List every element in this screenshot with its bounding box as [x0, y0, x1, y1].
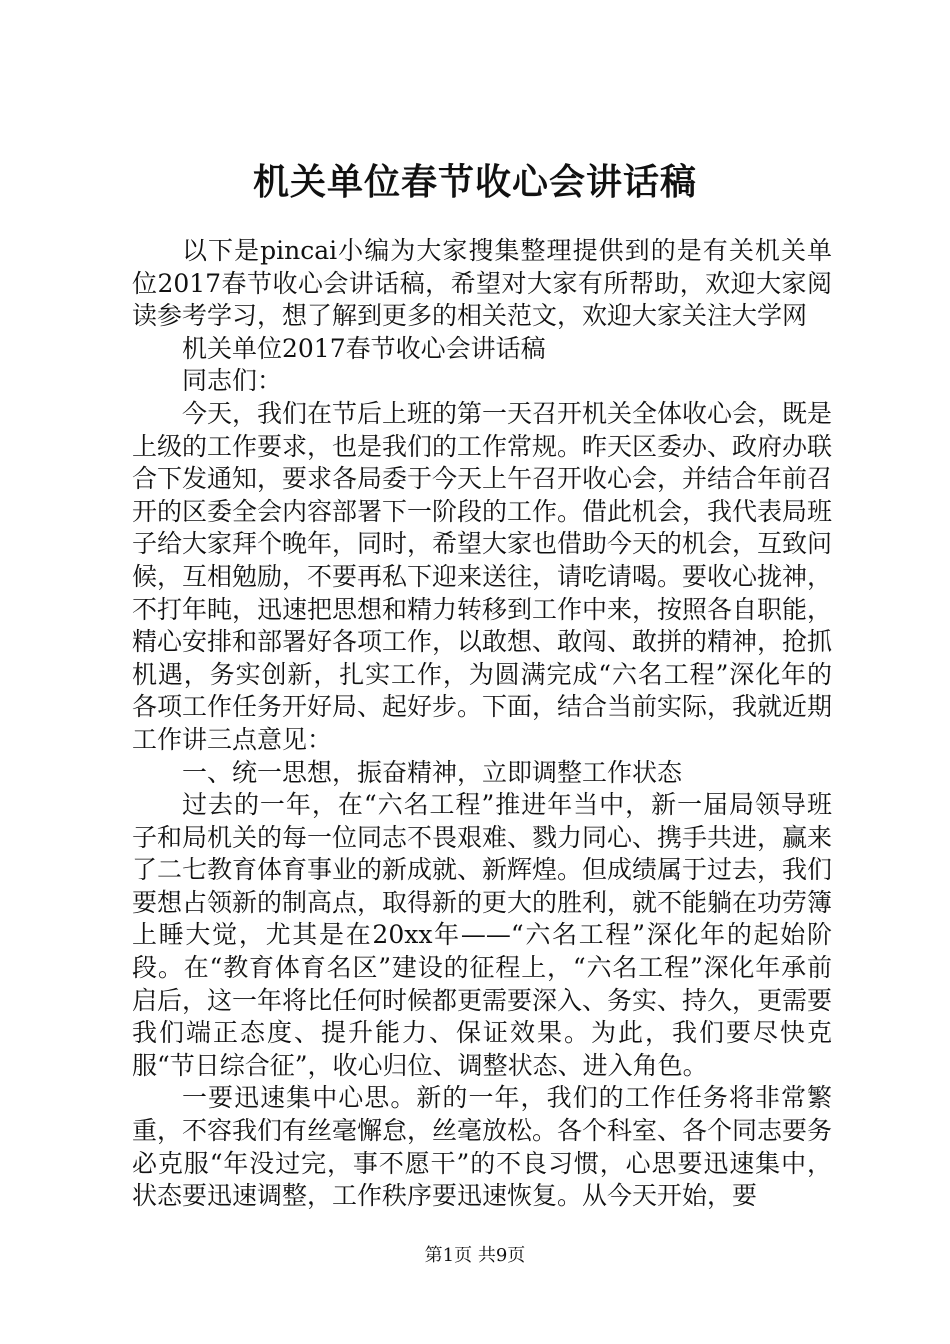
paragraph-intro: 以下是pincai小编为大家搜集整理提供到的是有关机关单位2017春节收心会讲话稿，希望对大家有所帮助，欢迎大家阅读参考学习，想了解到更多的相关范文，欢迎大家关注大学网	[132, 236, 832, 331]
page-title: 机关单位春节收心会讲话稿	[252, 161, 697, 203]
section-heading-1: 一、统一思想，振奋精神，立即调整工作状态	[182, 757, 683, 787]
paragraph-review: 过去的一年，在“六名工程”推进年当中，新一届局领导班子和局机关的每一位同志不畏艰难、戮力同心、携手共进，赢来了二七教育体育事业的新成就、新辉煌。但成绩属于过去，我们要想占领新的制高点，取得新的更大的胜利，就不能躺在功劳簿上睡大觉，尤其是在20xx年——“六名工程”深化年的起始阶段。在“教育体育名区”建设的征程上，“六名工程”深化年承前启后，这一年将比任何时候都更需要深入、务实、持久，更需要我们端正态度、提升能力、保证效果。为此，我们要尽快克服“节日综合征”，收心归位、调整状态、进入角色。	[132, 790, 833, 1080]
paragraph-salutation: 同志们：	[182, 366, 283, 396]
paragraph-point-1: 一要迅速集中心思。新的一年，我们的工作任务将非常繁重，不容我们有丝毫懈怠，丝毫放松。各个科室、各个同志要务必克服“年没过完，事不愿干”的不良习惯，心思要迅速集中，状态要迅速调整，工作秩序要迅速恢复。从今天开始，要	[132, 1083, 833, 1211]
paragraph-subtitle: 机关单位2017春节收心会讲话稿	[182, 333, 546, 363]
page-footer: 第1页 共9页	[424, 1245, 526, 1266]
paragraph-opening: 今天，我们在节后上班的第一天召开机关全体收心会，既是上级的工作要求，也是我们的工作常规。昨天区委办、政府办联合下发通知，要求各局委于今天上午召开收心会，并结合年前召开的区委全会内容部署下一阶段的工作。借此机会，我代表局班子给大家拜个晚年，同时，希望大家也借助今天的机会，互致问候，互相勉励，不要再私下迎来送往，请吃请喝。要收心拢神，不打年盹，迅速把思想和精力转移到工作中来，按照各自职能，精心安排和部署好各项工作，以敢想、敢闯、敢拼的精神，抢抓机遇，务实创新，扎实工作，为圆满完成“六名工程”深化年的各项工作任务开好局、起好步。下面，结合当前实际，我就近期工作讲三点意见：	[132, 398, 833, 754]
document-body	[132, 235, 832, 1213]
